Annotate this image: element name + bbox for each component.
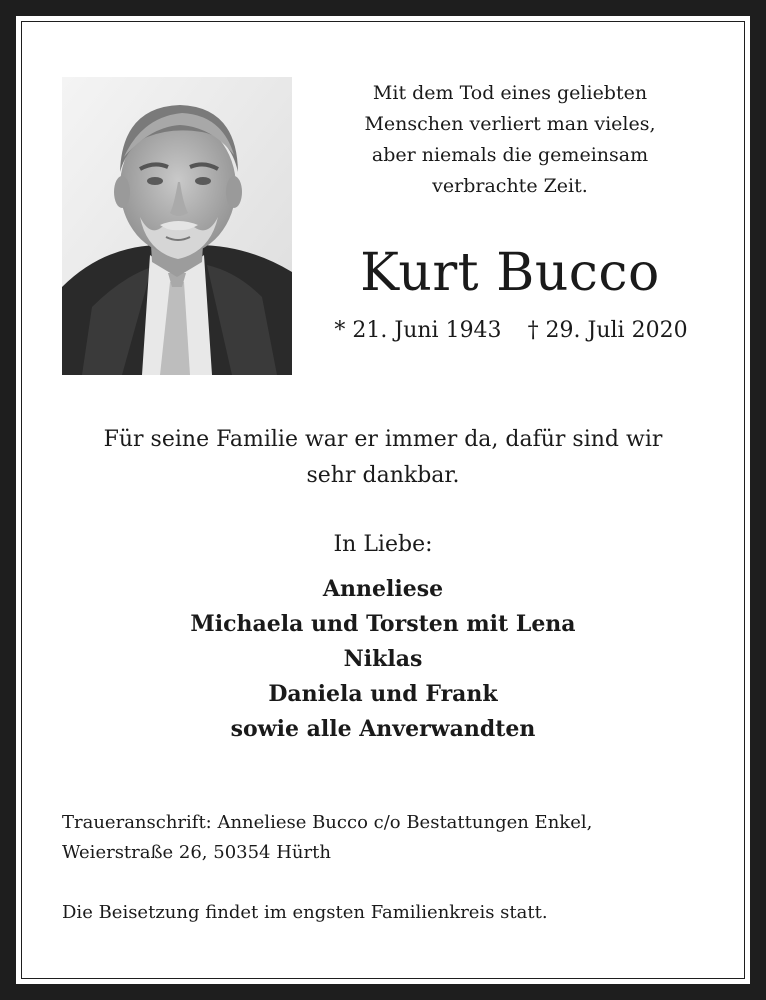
tribute-text xyxy=(40,422,726,494)
burial-note: Die Beisetzung findet im engsten Familienkreis statt. xyxy=(62,902,548,923)
death-date: † 29. Juli 2020 xyxy=(527,318,688,343)
tribute-line: sehr dankbar. xyxy=(306,463,460,488)
mourner-name: Michaela und Torsten mit Lena xyxy=(190,611,576,637)
life-dates xyxy=(316,313,706,349)
address-line: Traueranschrift: Anneliese Bucco c/o Bestattungen Enkel, xyxy=(62,812,593,833)
portrait-image xyxy=(62,77,292,375)
mourner-name: Anneliese xyxy=(322,576,444,602)
quote-line: Mit dem Tod eines geliebten xyxy=(372,82,648,104)
address-line: Weierstraße 26, 50354 Hürth xyxy=(62,842,331,863)
portrait-photo xyxy=(62,77,292,375)
in-love-label: In Liebe: xyxy=(333,532,433,557)
deceased-name: Kurt Bucco xyxy=(360,243,660,303)
quote-line: verbrachte Zeit. xyxy=(432,175,588,197)
mourner-name: Daniela und Frank xyxy=(268,681,498,707)
mourners-list xyxy=(40,572,726,747)
mourner-name: Niklas xyxy=(343,646,423,672)
tribute-line: Für seine Familie war er immer da, dafür sind wir xyxy=(103,427,663,452)
birth-date: * 21. Juni 1943 xyxy=(334,318,502,343)
mourner-name: sowie alle Anverwandten xyxy=(230,716,536,742)
memorial-quote xyxy=(320,78,700,202)
quote-line: aber niemals die gemeinsam xyxy=(371,144,649,166)
mourning-address xyxy=(62,808,722,868)
quote-line: Menschen verliert man vieles, xyxy=(364,113,656,135)
